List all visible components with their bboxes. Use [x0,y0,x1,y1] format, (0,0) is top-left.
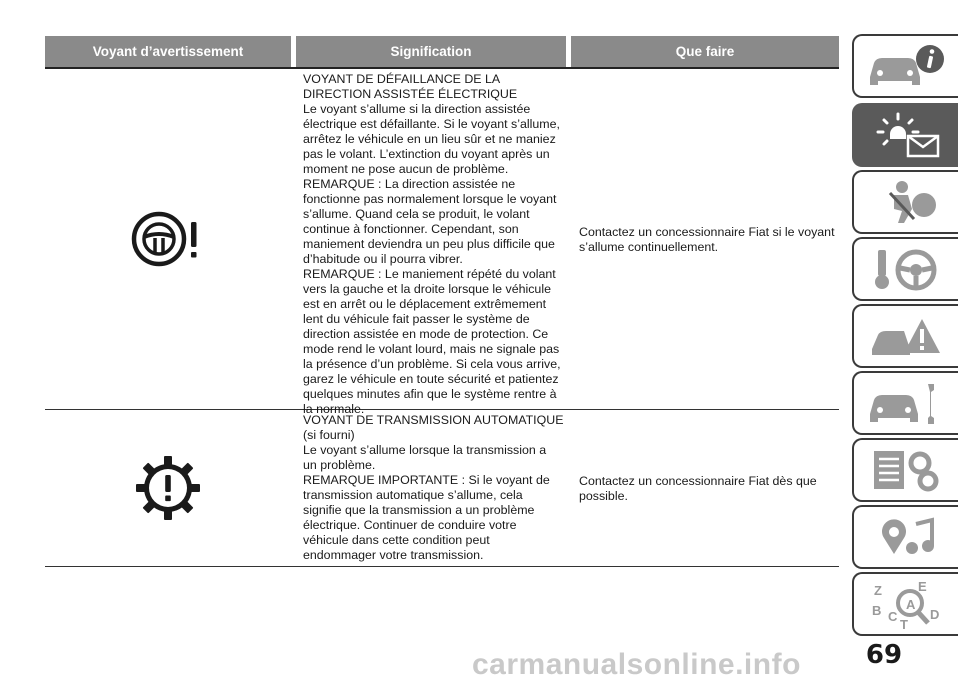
tab-maintenance[interactable] [852,371,958,435]
text-line: direction assistée en mode de protection. Ce [303,327,549,341]
index-letter: A [906,597,916,612]
text-line: garez le véhicule en toute sécurité et patientez [303,372,559,386]
steering-warning-icon [45,69,291,409]
tab-index[interactable] [852,572,958,636]
index-letter: Z [874,583,882,598]
safety-airbag-icon [864,179,948,225]
action-power-steering [579,225,841,255]
text-line: transmission automatique s’allume, cela [303,488,523,502]
action-transmission [579,474,841,504]
index-letter: D [930,607,940,622]
text-line: électrique est défaillante. Si le voyant s’allume, [303,117,560,131]
table-header [45,36,839,69]
tab-emergency[interactable] [852,304,958,368]
emergency-icon [864,313,948,359]
maintenance-icon [864,380,948,426]
page-number: 69 [865,640,903,670]
text-line: REMARQUE : La direction assistée ne [303,177,516,191]
text-line: REMARQUE IMPORTANTE : Si le voyant de [303,473,550,487]
warning-lights-icon [864,112,948,158]
text-line: Le voyant s’allume si la direction assistée [303,102,531,116]
text-line: quelques minutes afin que le système rentre à [303,387,557,401]
text-line: VOYANT DE TRANSMISSION AUTOMATIQUE [303,413,564,427]
technical-data-icon [864,447,948,493]
tab-warning-lights[interactable] [852,103,958,167]
index-letter: E [918,579,927,594]
index-letter: C [888,609,898,624]
text-line: pas le volant. L’extinction du voyant après un [303,147,550,161]
text-line: possible. [579,489,628,503]
text-line: la présence d’un problème. Si cela vous arrive, [303,357,561,371]
description-power-steering [303,72,565,417]
text-line: Le voyant s’allume lorsque la transmission a [303,443,547,457]
text-line: signifie que la transmission a un problème [303,503,535,517]
text-line: lent du véhicule fait passer le système de [303,312,530,326]
key-steering-icon [864,246,948,292]
text-line: mode rend le volant lourd, mais ne signale pas [303,342,560,356]
text-line: REMARQUE : Le maniement répété du volant [303,267,556,281]
text-line: s’allume continuellement. [579,240,719,254]
index-letter: B [872,603,882,618]
tab-multimedia[interactable] [852,505,958,569]
text-line: d’habitude ou il pourra vibrer. [303,252,463,266]
text-line: vers la gauche et la droite lorsque le véhicule [303,282,551,296]
text-line: s’allume. Quand cela se produit, le volant [303,207,530,221]
text-line: fonctionne pas normalement lorsque le voyant [303,192,557,206]
text-line: Contactez un concessionnaire Fiat dès que [579,474,817,488]
text-line: maniement deviendra un peu plus difficile que [303,237,555,251]
description-transmission [303,413,565,563]
text-line: VOYANT DE DÉFAILLANCE DE LA [303,72,501,86]
car-info-icon [864,43,948,89]
text-line: électrique. Continuer de conduire votre [303,518,517,532]
index-icon [864,579,948,629]
header-warning-light: Voyant d’avertissement [45,36,291,67]
tab-technical-data[interactable] [852,438,958,502]
tab-key-steering[interactable] [852,237,958,301]
text-line: véhicule dans cette condition peut [303,533,490,547]
text-line: endommager votre transmission. [303,548,484,562]
tab-car-info[interactable] [852,34,958,98]
text-line: continue à fonctionner. Cependant, son [303,222,519,236]
text-line: est en arrêt ou le déplacement extrêmement [303,297,547,311]
table-row [45,410,839,567]
text-line: (si fourni) [303,428,355,442]
text-line: moment ne pose aucun de problème. [303,162,509,176]
text-line: DIRECTION ASSISTÉE ÉLECTRIQUE [303,87,518,101]
tab-safety[interactable] [852,170,958,234]
multimedia-icon [864,514,948,560]
text-line: un problème. [303,458,376,472]
text-line: Contactez un concessionnaire Fiat si le voyant [579,225,835,239]
text-line: la normale. [303,402,365,416]
text-line: arrêtez le véhicule en un lieu sûr et ne maniez [303,132,556,146]
header-action: Que faire [571,36,839,67]
transmission-warning-icon [45,410,291,566]
header-meaning: Signification [296,36,566,67]
index-letter: T [900,617,908,629]
table-row [45,69,839,416]
watermark: carmanualsonline.info [472,648,801,681]
